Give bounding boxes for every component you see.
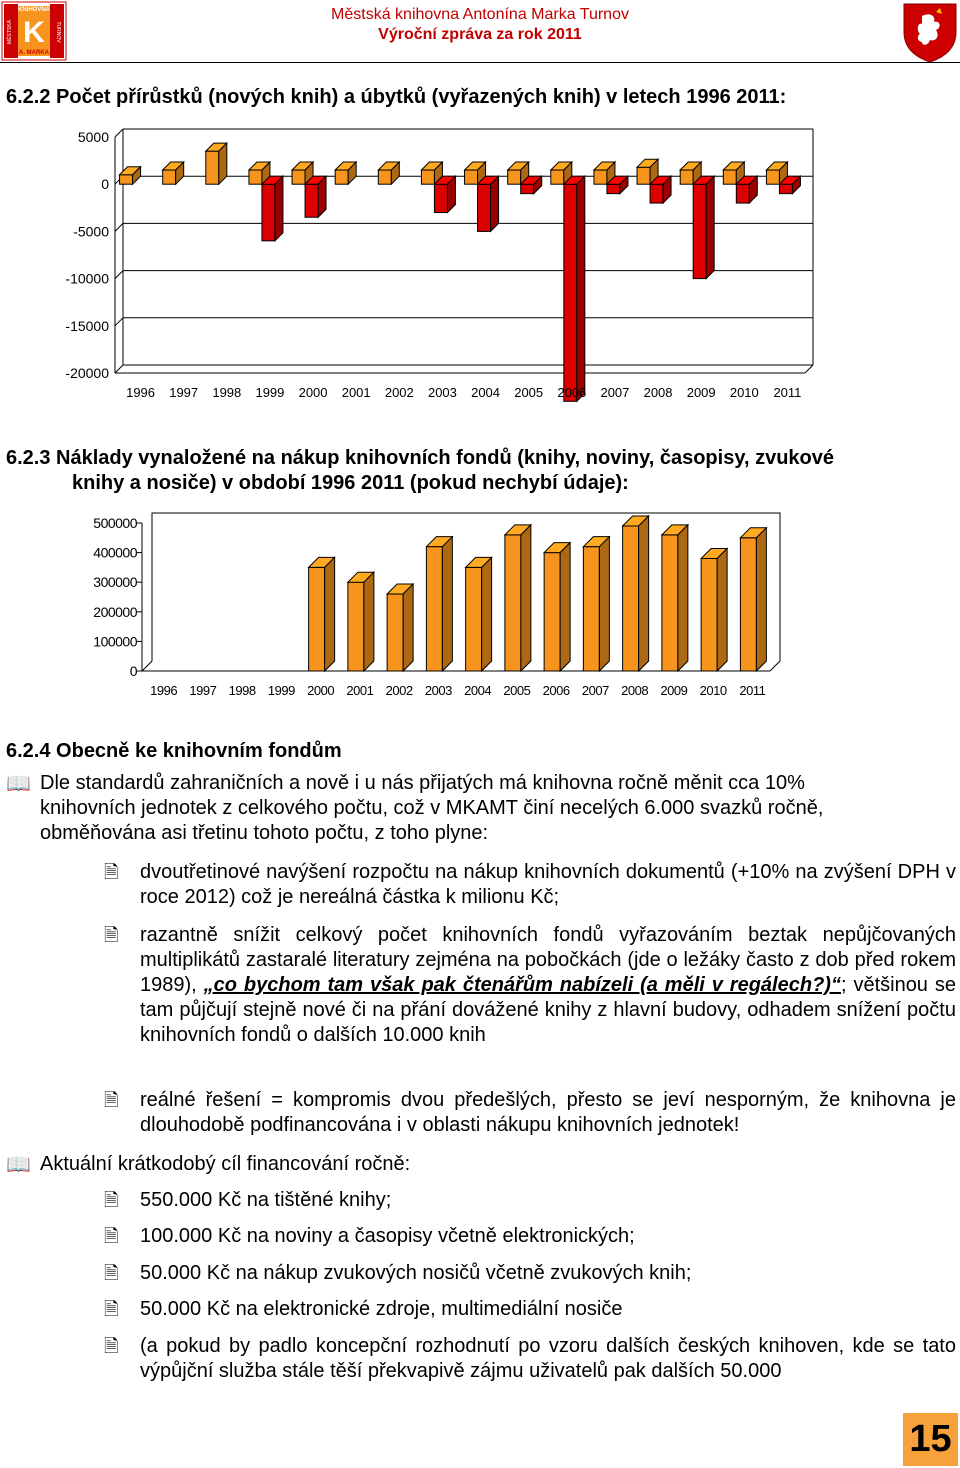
bar-cost	[348, 572, 374, 671]
bar-cost	[583, 537, 609, 671]
x-tick-label: 2004	[464, 683, 492, 698]
x-tick-label: 2005	[503, 683, 531, 698]
logo-letter: K	[23, 16, 45, 49]
x-tick-label: 1998	[228, 683, 256, 698]
x-tick-label: 1997	[189, 683, 217, 698]
y-tick-label: 400000	[93, 544, 137, 561]
document-bullet-icon: 🗎	[104, 1336, 119, 1357]
book-icon: 📖	[6, 1152, 31, 1176]
x-tick-label: 1998	[212, 385, 242, 400]
x-tick-label: 2005	[514, 385, 544, 400]
bullet-2-quote: „co bychom tam však pak čtenářům nabízeli (a měli v regálech?)“	[203, 974, 841, 996]
document-bullet-icon: 🗎	[104, 862, 119, 883]
list-item-5: (a pokud by padlo koncepční rozhodnutí po vzoru dalších českých knihoven, kde se tato výpůjční služba stále těší překvapivě zájmu uživatelů pak dalších 50.000	[140, 1335, 956, 1382]
y-tick-label: 500000	[93, 515, 137, 531]
x-tick-label: 2011	[739, 683, 766, 698]
document-header	[200, 5, 760, 45]
bullet-2-part-c: ; většinou se tam půjčují stejně nové či na přání dovážené knihy z hlavní budovy, odhadem snížení počtu knihovních fondů o dalších 10.000 knih	[140, 974, 956, 1046]
document-bullet-icon: 🗎	[104, 925, 119, 946]
section-624-title: 6.2.4 Obecně ke knihovním fondům	[6, 740, 342, 762]
x-tick-label: 2011	[773, 385, 802, 400]
x-tick-label: 2008	[621, 683, 649, 698]
x-tick-label: 1996	[150, 683, 178, 698]
x-tick-label: 1996	[126, 385, 156, 400]
book-icon: 📖	[6, 771, 31, 795]
bar-increase	[206, 143, 227, 184]
logo-text-right: TURNOV	[55, 21, 61, 43]
list-item-4: 50.000 Kč na elektronické zdroje, multimediální nosiče	[140, 1298, 623, 1320]
bar-cost	[426, 537, 452, 671]
bar-cost	[623, 516, 649, 671]
list-item-2: 100.000 Kč na noviny a časopisy včetně elektronických;	[140, 1225, 635, 1247]
header-library-name: Městská knihovna Antonína Marka Turnov	[331, 6, 629, 23]
y-tick-label: 200000	[93, 603, 137, 620]
bar-decrease	[262, 176, 283, 241]
x-tick-label: 2006	[542, 683, 570, 698]
library-logo	[2, 2, 66, 60]
logo-text-left: MĚSTSKÁ	[7, 20, 13, 44]
para1-line2: knihovních jednotek z celkového počtu, což v MKAMT činí necelých 6.000 svazků ročně,	[40, 797, 824, 819]
header-rule	[0, 62, 960, 63]
x-tick-label: 1997	[169, 385, 199, 400]
x-tick-label: 2001	[341, 385, 371, 400]
bullet-3: reálné řešení = kompromis dvou předešlých, přesto se jeví nesporným, že knihovna je dlouhodobě podfinancována i v oblasti nákupu knihovních jednotek!	[140, 1089, 956, 1136]
list-item-1: 550.000 Kč na tištěné knihy;	[140, 1189, 392, 1211]
logo-text-top: KNIHOVNA	[17, 7, 51, 13]
section-623-title-line2: knihy a nosiče) v období 1996 2011 (pokud nechybí údaje):	[72, 472, 629, 494]
bar-cost	[740, 528, 766, 671]
document-bullet-icon: 🗎	[104, 1190, 119, 1211]
y-tick-label: 100000	[93, 633, 137, 650]
bar-cost	[662, 525, 688, 671]
document-bullet-icon: 🗎	[104, 1299, 119, 1320]
bar-decrease	[693, 176, 714, 278]
chart-growth-decline	[0, 125, 960, 435]
x-tick-label: 1999	[267, 683, 295, 698]
x-axis-depth	[805, 365, 813, 373]
x-tick-label: 2010	[729, 385, 759, 400]
header-report-title: Výroční zpráva za rok 2011	[378, 26, 582, 43]
bar-decrease	[305, 176, 326, 217]
x-tick-label: 2006	[557, 385, 587, 400]
x-tick-label: 2000	[307, 683, 335, 698]
y-tick-label: -20000	[65, 365, 109, 381]
bar-decrease	[434, 176, 455, 212]
x-tick-label: 2010	[699, 683, 727, 698]
x-tick-label: 2000	[298, 385, 328, 400]
document-bullet-icon: 🗎	[104, 1263, 119, 1284]
page-number: 15	[903, 1413, 958, 1466]
section-623-title-line1: 6.2.3 Náklady vynaložené na nákup knihovních fondů (knihy, noviny, časopisy, zvukové	[6, 447, 835, 469]
town-crest-icon	[900, 2, 960, 64]
bar-decrease	[564, 176, 585, 401]
document-bullet-icon: 🗎	[104, 1090, 119, 1111]
x-tick-label: 2002	[385, 683, 413, 698]
bar-cost	[701, 549, 727, 671]
x-tick-label: 2009	[686, 385, 716, 400]
bar-cost	[544, 543, 570, 671]
bullet-2	[140, 923, 956, 1048]
bar-cost	[505, 525, 531, 671]
bar-cost	[387, 584, 413, 671]
bullet-2-part-a: razantně snížit celkový počet knihovních fondů vyřazováním beztak nepůjčovaných multiplikátů zastaralé literatury zejména na pobočkách (jde o ležáky často z dob před rokem 1989),	[140, 924, 956, 996]
logo-text-bottom: A. MARKA	[19, 50, 49, 56]
x-tick-label: 2008	[643, 385, 673, 400]
para1-line3: obměňována asi třetinu tohoto počtu, z toho plyne:	[40, 822, 489, 844]
bar-decrease	[478, 176, 499, 231]
section-622-title: 6.2.2 Počet přírůstků (nových knih) a úbytků (vyřazených knih) v letech 1996 2011:	[6, 86, 787, 108]
bar-cost	[309, 557, 335, 671]
x-tick-label: 2007	[581, 683, 609, 698]
y-tick-label: 0	[129, 663, 137, 679]
para2: Aktuální krátkodobý cíl financování ročně:	[40, 1153, 411, 1175]
x-tick-label: 2003	[424, 683, 452, 698]
x-tick-label: 1999	[255, 385, 285, 400]
y-tick-label: 300000	[93, 574, 137, 591]
x-tick-label: 2003	[427, 385, 457, 400]
x-tick-label: 2009	[660, 683, 688, 698]
y-tick-label: -15000	[65, 317, 109, 334]
chart-acquisition-costs	[0, 508, 960, 723]
bullet-1: dvoutřetinové navýšení rozpočtu na nákup knihovních dokumentů (+10% na zvýšení DPH v roce 2012) což je nereálná částka k milionu Kč;	[140, 861, 956, 908]
document-bullet-icon: 🗎	[104, 1226, 119, 1247]
para1-line1: Dle standardů zahraničních a nově i u nás přijatých má knihovna ročně měnit cca 10%	[40, 772, 805, 794]
x-tick-label: 2002	[384, 385, 414, 400]
y-tick-label: 5000	[77, 129, 109, 145]
y-tick-label: -10000	[65, 270, 109, 287]
bar-cost	[466, 557, 492, 671]
x-tick-label: 2004	[471, 385, 501, 400]
y-tick-label: -5000	[73, 223, 109, 240]
list-item-3: 50.000 Kč na nákup zvukových nosičů včetně zvukových knih;	[140, 1262, 692, 1284]
x-tick-label: 2007	[600, 385, 630, 400]
y-tick-label: 0	[101, 176, 109, 193]
x-tick-label: 2001	[346, 683, 374, 698]
